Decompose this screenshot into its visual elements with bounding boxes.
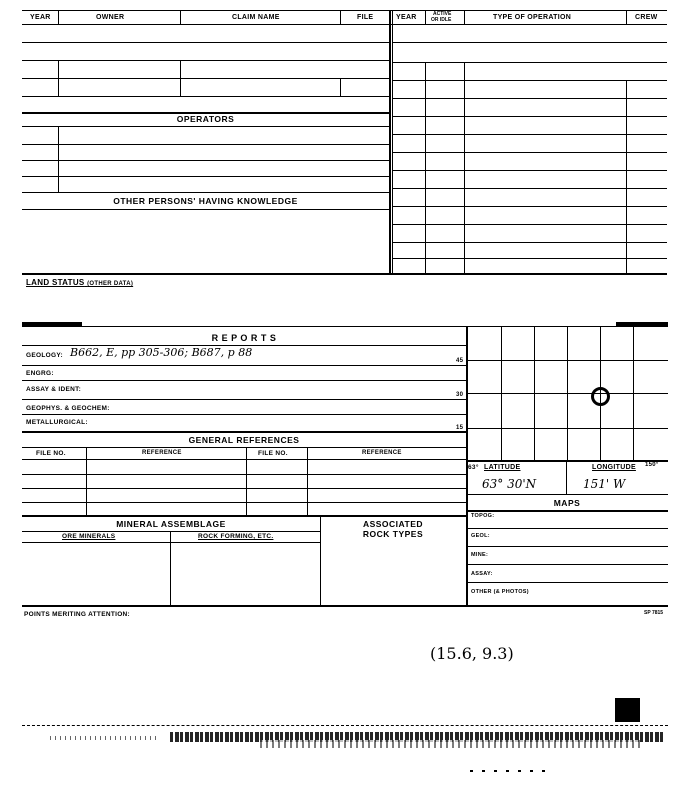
associated-label-2: ROCK TYPES bbox=[362, 529, 424, 539]
maps-other: OTHER (& PHOTOS) bbox=[471, 589, 529, 595]
ore-minerals-label: ORE MINERALS bbox=[62, 533, 116, 540]
latitude-label: LATITUDE bbox=[484, 464, 521, 471]
latitude-value: 63° 30'N bbox=[482, 477, 537, 491]
operators-title: OPERATORS bbox=[176, 114, 235, 124]
ref-header-ref-1: REFERENCE bbox=[142, 450, 182, 456]
report-row-geology: GEOLOGY: bbox=[26, 352, 63, 359]
general-references-title: GENERAL REFERENCES bbox=[188, 435, 300, 445]
other-persons-title: OTHER PERSONS' HAVING KNOWLEDGE bbox=[113, 196, 298, 206]
form-number: SP 7815 bbox=[644, 610, 664, 616]
report-geology-entry: B662, E, pp 305-306; B687, p 88 bbox=[70, 346, 253, 359]
ref-header-ref-2: REFERENCE bbox=[362, 450, 402, 456]
report-mark-45: 45 bbox=[456, 358, 464, 364]
maps-topog: TOPOG: bbox=[471, 513, 495, 519]
land-status-label bbox=[26, 278, 133, 287]
lon-suffix: 150° bbox=[645, 462, 659, 468]
lat-prefix: 63° bbox=[468, 464, 479, 471]
header-active-2: OR IDLE bbox=[431, 17, 452, 23]
header-year-2: YEAR bbox=[396, 14, 417, 21]
longitude-value: 151' W bbox=[583, 477, 626, 491]
points-meriting-attention: POINTS MERITING ATTENTION: bbox=[24, 611, 131, 618]
land-status-sub: (OTHER DATA) bbox=[87, 281, 134, 287]
report-row-geophys: GEOPHYS. & GEOCHEM: bbox=[26, 405, 110, 412]
longitude-label: LONGITUDE bbox=[592, 464, 636, 471]
ref-header-file-2: FILE NO. bbox=[258, 450, 288, 457]
header-year: YEAR bbox=[30, 14, 51, 21]
header-file: FILE bbox=[357, 14, 374, 21]
handwritten-coordinates: (15.6, 9.3) bbox=[430, 644, 514, 663]
reports-title: R E P O R T S bbox=[211, 333, 277, 343]
report-mark-15: 15 bbox=[456, 425, 464, 431]
report-mark-30: 30 bbox=[456, 392, 464, 398]
report-row-engrg: ENGRG: bbox=[26, 370, 54, 377]
header-crew: CREW bbox=[635, 14, 658, 21]
mineral-assemblage-title: MINERAL ASSEMBLAGE bbox=[116, 519, 226, 529]
maps-assay: ASSAY: bbox=[471, 571, 493, 577]
rock-forming-label: ROCK FORMING, ETC. bbox=[198, 533, 274, 540]
header-owner: OWNER bbox=[96, 14, 125, 21]
maps-title: MAPS bbox=[553, 498, 581, 508]
ref-header-file-1: FILE NO. bbox=[36, 450, 66, 457]
land-status-text: LAND STATUS bbox=[26, 278, 85, 287]
header-active-1: ACTIVE bbox=[433, 11, 452, 17]
location-circle-icon bbox=[591, 387, 610, 406]
maps-geol: GEOL: bbox=[471, 533, 490, 539]
report-row-metallurgical: METALLURGICAL: bbox=[26, 419, 88, 426]
header-type-of-operation: TYPE OF OPERATION bbox=[493, 14, 572, 21]
header-claim-name: CLAIM NAME bbox=[232, 14, 280, 21]
report-row-assay: ASSAY & IDENT: bbox=[26, 386, 82, 393]
associated-label-1: ASSOCIATED bbox=[362, 519, 424, 529]
maps-mine: MINE: bbox=[471, 552, 489, 558]
